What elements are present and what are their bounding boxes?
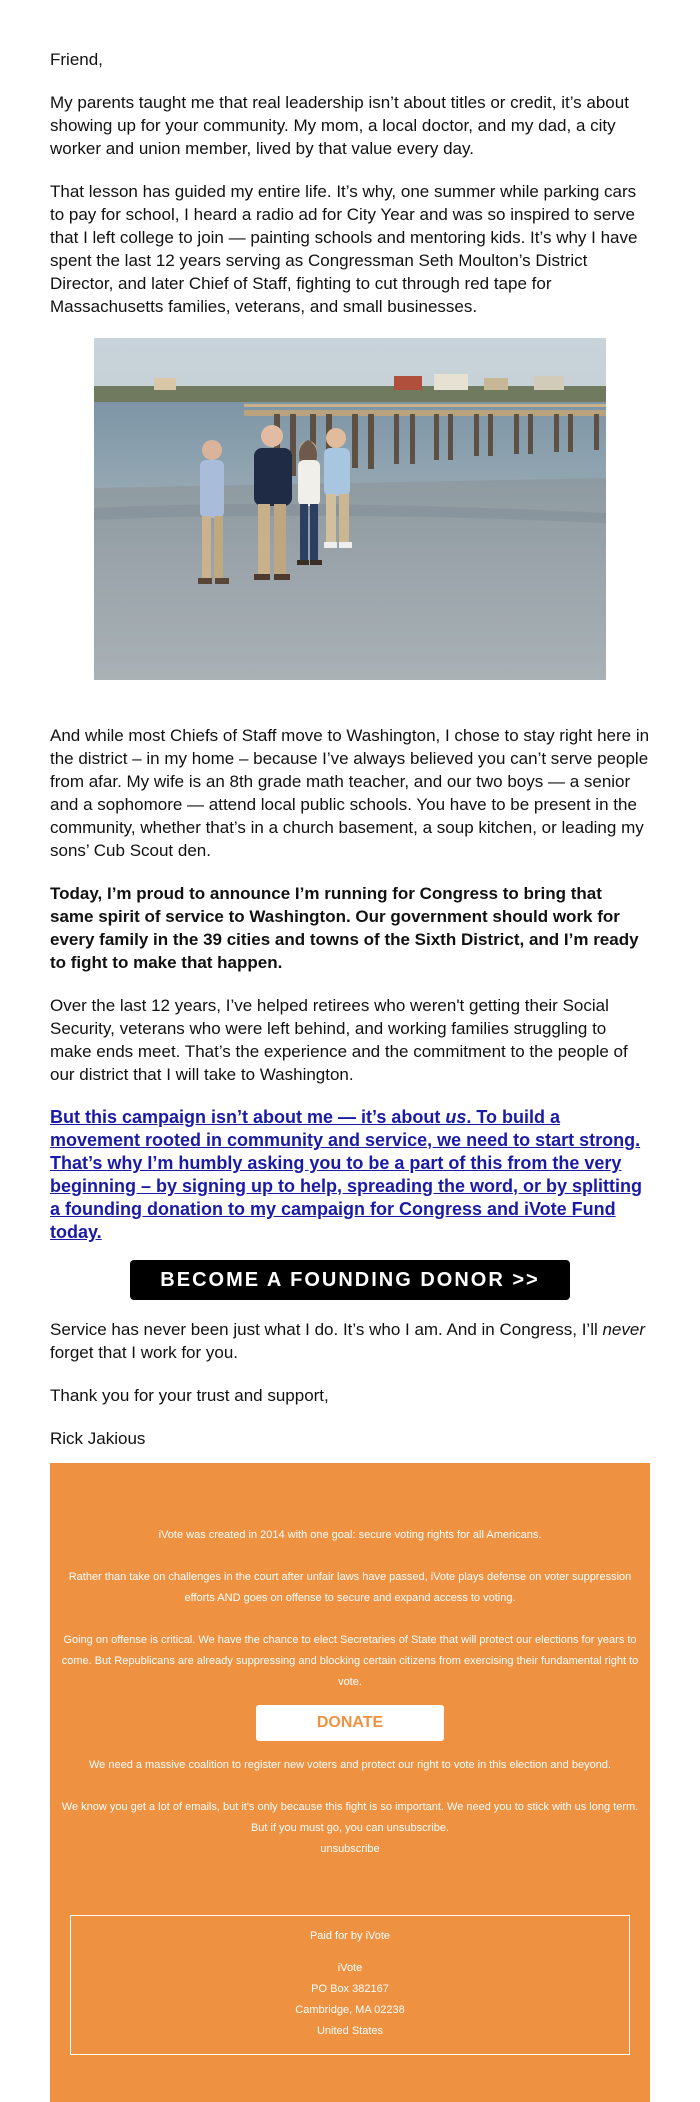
greeting: Friend, bbox=[50, 50, 103, 69]
cta-link[interactable] bbox=[50, 1107, 642, 1242]
unsubscribe-link[interactable]: unsubscribe bbox=[320, 1843, 380, 1855]
family-photo bbox=[94, 338, 606, 680]
org-name: iVote bbox=[337, 1962, 363, 1974]
donor-button-row bbox=[50, 1260, 650, 1300]
paragraph-parents: My parents taught me that real leadership isn’t about titles or credit, it’s about showing up for your community. My mom, a local doctor, and my dad, a city worker and union member, lived by that value every day. bbox=[50, 93, 629, 158]
thanks-line: Thank you for your trust and support, bbox=[50, 1386, 329, 1405]
cta-paragraph bbox=[50, 1106, 650, 1244]
paragraph-district: And while most Chiefs of Staff move to Washington, I chose to stay right here in the district – in my home – because I’ve always believed you can’t serve people from afar. My wife is an 8th grade math teacher, and our two boys — a senior and a sophomore — attend local public schools. You have to be present in the community, whether that’s in a church basement, a soup kitchen, or leading my sons’ Cub Scout den. bbox=[50, 726, 650, 860]
service-part2: forget that I work for you. bbox=[50, 1343, 239, 1362]
paid-for-line: Paid for by iVote bbox=[309, 1930, 391, 1942]
country-line: United States bbox=[316, 2025, 384, 2037]
footer-offense: Going on offense is critical. We have the chance to elect Secretaries of State that will protect our elections for years to come. But Republicans are already suppressing and blocking certain citizens from exercising their fundamental right to vote. bbox=[61, 1634, 639, 1688]
city-line: Cambridge, MA 02238 bbox=[295, 2004, 405, 2016]
footer-emails: We know you get a lot of emails, but it's only because this fight is so important. We need you to stick with us long term. But if you must go, you can unsubscribe. bbox=[61, 1801, 639, 1834]
letter-body bbox=[50, 48, 650, 1470]
donate-button[interactable]: DONATE bbox=[256, 1705, 444, 1741]
cta-link-part2: . To build a movement rooted in community and service, we need to start strong. That’s why I’m humbly asking you to be a part of this from the very beginning – by signing up to help, spreading the word, or by splitting a founding donation to my campaign for Congress and iVote Fund today. bbox=[50, 1107, 642, 1242]
become-founding-donor-button[interactable]: BECOME A FOUNDING DONOR >> bbox=[130, 1260, 570, 1300]
paragraph-city-year: That lesson has guided my entire life. It’s why, one summer while parking cars to pay for school, I heard a radio ad for City Year and was so inspired to serve that I left college to join — painting schools and mentoring kids. It’s why I have spent the last 12 years serving as Congressman Seth Moulton’s District Director, and later Chief of Staff, fighting to cut through red tape for Massachusetts families, veterans, and small businesses. bbox=[50, 182, 638, 316]
footer-panel bbox=[50, 1463, 650, 2102]
cta-link-part1: But this campaign isn’t about me — it’s about bbox=[50, 1107, 446, 1127]
footer-mission: iVote was created in 2014 with one goal: secure voting rights for all Americans. bbox=[158, 1529, 542, 1541]
service-part1: Service has never been just what I do. It’s who I am. And in Congress, I’ll bbox=[50, 1320, 603, 1339]
paid-for-box bbox=[70, 1915, 630, 2055]
footer-defense: Rather than take on challenges in the court after unfair laws have passed, iVote plays defense on voter suppression efforts AND goes on offense to secure and expand access to voting. bbox=[68, 1571, 632, 1604]
paragraph-experience: Over the last 12 years, I’ve helped retirees who weren't getting their Social Security, veterans who were left behind, and working families struggling to make ends meet. That’s the experience and the commitment to the people of our district that I will take to Washington. bbox=[50, 996, 628, 1084]
po-box: PO Box 382167 bbox=[311, 1983, 389, 1995]
service-italic: never bbox=[602, 1320, 645, 1339]
footer-coalition: We need a massive coalition to register new voters and protect our right to vote in this election and beyond. bbox=[89, 1759, 611, 1771]
signature: Rick Jakious bbox=[50, 1429, 146, 1448]
paragraph-announcement: Today, I’m proud to announce I’m running for Congress to bring that same spirit of service to Washington. Our government should work for every family in the 39 cities and towns of the Sixth District, and I’m ready to fight to make that happen. bbox=[50, 884, 639, 972]
cta-link-italic: us bbox=[445, 1107, 467, 1127]
paragraph-service bbox=[50, 1318, 650, 1364]
